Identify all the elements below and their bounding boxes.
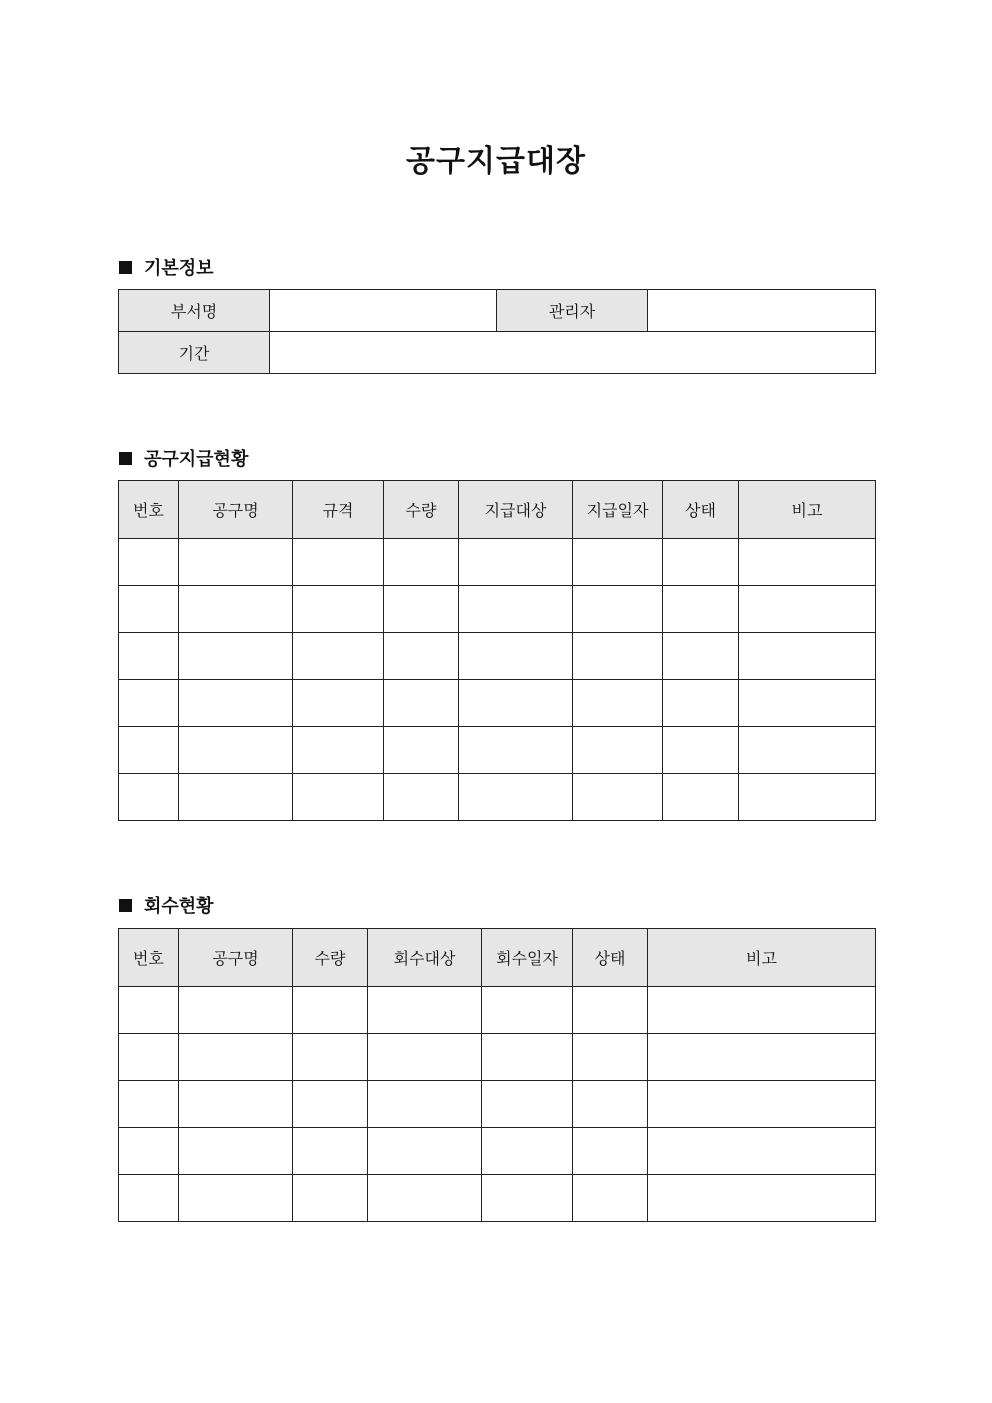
table-cell[interactable] — [573, 1175, 648, 1222]
table-cell[interactable] — [648, 1128, 876, 1175]
table-cell[interactable] — [482, 1034, 573, 1081]
supply-status-heading — [119, 445, 248, 471]
table-row — [119, 539, 876, 586]
table-cell[interactable] — [179, 680, 293, 727]
column-header-status: 상태 — [663, 481, 739, 539]
table-cell[interactable] — [573, 1128, 648, 1175]
table-cell[interactable] — [663, 633, 739, 680]
return-status-heading — [119, 892, 214, 918]
table-cell[interactable] — [648, 1081, 876, 1128]
manager-label: 관리자 — [497, 290, 648, 332]
period-field[interactable] — [270, 332, 876, 374]
table-cell[interactable] — [663, 539, 739, 586]
column-header-tool-name: 공구명 — [179, 481, 293, 539]
table-cell[interactable] — [573, 633, 663, 680]
table-cell[interactable] — [179, 1081, 293, 1128]
table-cell[interactable] — [739, 586, 876, 633]
table-cell[interactable] — [459, 774, 573, 821]
table-row — [119, 586, 876, 633]
table-row — [119, 987, 876, 1034]
table-cell[interactable] — [293, 1175, 368, 1222]
table-cell[interactable] — [368, 1081, 482, 1128]
table-cell[interactable] — [739, 633, 876, 680]
table-cell[interactable] — [482, 1175, 573, 1222]
table-cell[interactable] — [119, 539, 179, 586]
table-cell[interactable] — [663, 727, 739, 774]
table-cell[interactable] — [119, 1081, 179, 1128]
table-row — [119, 332, 876, 374]
table-cell[interactable] — [573, 727, 663, 774]
table-cell[interactable] — [179, 1128, 293, 1175]
return-status-body — [119, 987, 876, 1222]
column-header-tool-name: 공구명 — [179, 929, 293, 987]
supply-status-body — [119, 539, 876, 821]
column-header-remarks: 비고 — [648, 929, 876, 987]
table-cell[interactable] — [293, 1034, 368, 1081]
table-cell[interactable] — [179, 1175, 293, 1222]
table-cell[interactable] — [293, 774, 384, 821]
table-cell[interactable] — [293, 727, 384, 774]
table-row — [119, 727, 876, 774]
return-status-table — [118, 928, 876, 1222]
table-cell[interactable] — [648, 1175, 876, 1222]
table-cell[interactable] — [384, 680, 459, 727]
table-cell[interactable] — [119, 987, 179, 1034]
table-cell[interactable] — [739, 727, 876, 774]
supply-status-table — [118, 480, 876, 821]
column-header-quantity: 수량 — [384, 481, 459, 539]
table-cell[interactable] — [648, 1034, 876, 1081]
table-cell[interactable] — [573, 987, 648, 1034]
table-cell[interactable] — [368, 1128, 482, 1175]
table-cell[interactable] — [384, 774, 459, 821]
page-title: 공구지급대장 — [406, 144, 586, 179]
table-cell[interactable] — [663, 586, 739, 633]
table-row — [119, 680, 876, 727]
table-cell[interactable] — [119, 1175, 179, 1222]
column-header-return-date: 회수일자 — [482, 929, 573, 987]
table-row — [119, 774, 876, 821]
square-bullet-icon — [119, 899, 132, 912]
table-cell[interactable] — [293, 633, 384, 680]
table-row — [119, 1128, 876, 1175]
table-cell[interactable] — [459, 680, 573, 727]
square-bullet-icon — [119, 452, 132, 465]
column-header-recipient: 지급대상 — [459, 481, 573, 539]
table-cell[interactable] — [179, 987, 293, 1034]
table-cell[interactable] — [573, 680, 663, 727]
table-cell[interactable] — [119, 1128, 179, 1175]
column-header-status: 상태 — [573, 929, 648, 987]
table-cell[interactable] — [459, 633, 573, 680]
table-cell[interactable] — [293, 1128, 368, 1175]
table-row — [119, 1081, 876, 1128]
basic-info-heading-label: 기본정보 — [144, 258, 214, 279]
table-cell[interactable] — [293, 539, 384, 586]
table-cell[interactable] — [293, 987, 368, 1034]
table-cell[interactable] — [119, 586, 179, 633]
table-cell[interactable] — [482, 1128, 573, 1175]
table-cell[interactable] — [119, 1034, 179, 1081]
table-cell[interactable] — [368, 987, 482, 1034]
table-cell[interactable] — [293, 1081, 368, 1128]
table-cell[interactable] — [739, 539, 876, 586]
column-header-quantity: 수량 — [293, 929, 368, 987]
column-header-supply-date: 지급일자 — [573, 481, 663, 539]
table-row — [119, 290, 876, 332]
table-cell[interactable] — [482, 1081, 573, 1128]
square-bullet-icon — [119, 261, 132, 274]
table-cell[interactable] — [384, 727, 459, 774]
table-header-row — [119, 481, 876, 539]
manager-field[interactable] — [648, 290, 876, 332]
table-cell[interactable] — [179, 1034, 293, 1081]
table-cell[interactable] — [739, 774, 876, 821]
table-cell[interactable] — [384, 586, 459, 633]
basic-info-table — [118, 289, 876, 374]
table-cell[interactable] — [119, 680, 179, 727]
column-header-number: 번호 — [119, 481, 179, 539]
table-header-row — [119, 929, 876, 987]
table-row — [119, 1175, 876, 1222]
table-cell[interactable] — [368, 1175, 482, 1222]
table-cell[interactable] — [179, 539, 293, 586]
table-row — [119, 1034, 876, 1081]
table-cell[interactable] — [179, 633, 293, 680]
period-label: 기간 — [119, 332, 270, 374]
table-cell[interactable] — [293, 680, 384, 727]
table-cell[interactable] — [482, 987, 573, 1034]
table-cell[interactable] — [384, 539, 459, 586]
column-header-remarks: 비고 — [739, 481, 876, 539]
table-cell[interactable] — [384, 633, 459, 680]
table-cell[interactable] — [293, 586, 384, 633]
column-header-number: 번호 — [119, 929, 179, 987]
table-cell[interactable] — [648, 987, 876, 1034]
table-row — [119, 633, 876, 680]
column-header-spec: 규격 — [293, 481, 384, 539]
table-cell[interactable] — [459, 727, 573, 774]
department-label: 부서명 — [119, 290, 270, 332]
table-cell[interactable] — [663, 774, 739, 821]
department-field[interactable] — [270, 290, 497, 332]
table-cell[interactable] — [179, 774, 293, 821]
table-cell[interactable] — [573, 586, 663, 633]
table-cell[interactable] — [573, 774, 663, 821]
table-cell[interactable] — [573, 1034, 648, 1081]
column-header-return-target: 회수대상 — [368, 929, 482, 987]
table-cell[interactable] — [179, 586, 293, 633]
table-cell[interactable] — [459, 586, 573, 633]
table-cell[interactable] — [739, 680, 876, 727]
table-cell[interactable] — [573, 1081, 648, 1128]
table-cell[interactable] — [573, 539, 663, 586]
table-cell[interactable] — [459, 539, 573, 586]
return-status-heading-label: 회수현황 — [144, 896, 214, 917]
table-cell[interactable] — [179, 727, 293, 774]
supply-status-heading-label: 공구지급현황 — [144, 449, 249, 470]
table-cell[interactable] — [119, 633, 179, 680]
table-cell[interactable] — [663, 680, 739, 727]
basic-info-heading — [119, 254, 214, 280]
table-cell[interactable] — [119, 774, 179, 821]
table-cell[interactable] — [368, 1034, 482, 1081]
table-cell[interactable] — [119, 727, 179, 774]
